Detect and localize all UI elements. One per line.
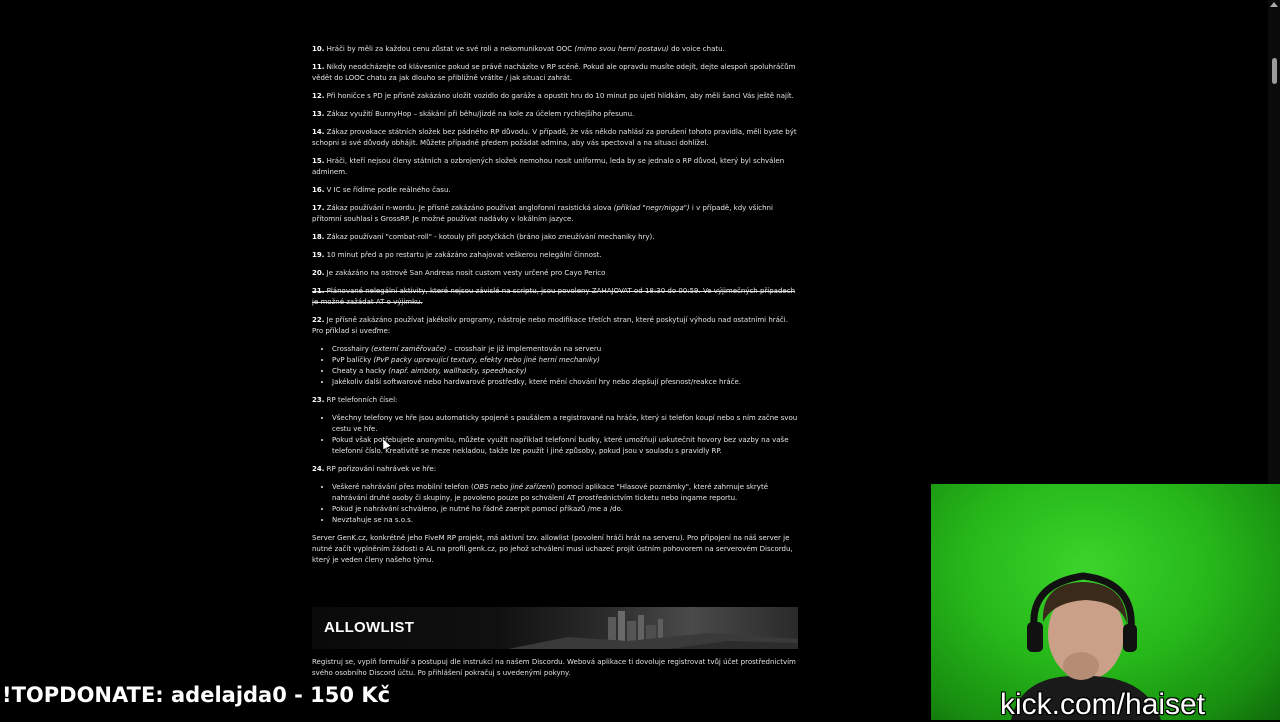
rule-number: 11.: [312, 63, 325, 71]
text-span: 10 minut před a po restartu je zakázáno zahajovat veškerou nelegální činnost.: [326, 251, 602, 259]
rule-item: [312, 127, 800, 149]
rule-number: 13.: [312, 110, 325, 118]
text-span: Hráči by měli za každou cenu zůstat ve své roli a nekomunikovat OOC: [326, 45, 575, 53]
rule-number: 23.: [312, 396, 325, 404]
allowlist-text: Registruj se, vyplň formulář a postupuj dle instrukcí na našem Discordu. Webová aplikace ti dovoluje registrovat tvůj účet prostřednictvím svého osobního Discord účtu. Po přihlášení pokračuj s uvedenými pokyny.: [312, 658, 796, 677]
text-span: Při honičce s PD je přísně zakázáno uložit vozidlo do garáže a opustit hru do 10 minut po ujetí hlídkám, aby měli šanci Vás ještě najít.: [326, 92, 794, 100]
bullet-list: [312, 413, 800, 457]
rule-item: [312, 156, 800, 178]
rule-item: [312, 62, 800, 84]
emphasis-text: (příklad "negr/nigga"): [613, 204, 690, 212]
scroll-up-icon[interactable]: [1270, 2, 1278, 7]
rule-item: [312, 109, 800, 120]
text-span: Cheaty a hacky: [332, 367, 389, 375]
text-span: do voice chatu.: [668, 45, 725, 53]
top-donate-overlay: !TOPDONATE: adelajda0 - 150 Kč: [2, 683, 391, 707]
text-span: V IC se řídíme podle reálného času.: [326, 186, 451, 194]
text-span: i v případě, kdy všichni přítomní souhlasí s GrossRP. Je možné používat nadávky v lokálním jazyce.: [312, 204, 773, 223]
rule-number: 10.: [312, 45, 325, 53]
rule-number: 14.: [312, 128, 325, 136]
text-span: PvP balíčky: [332, 356, 374, 364]
text-span: Je zakázáno na ostrově San Andreas nosit custom vesty určené pro Cayo Perico: [326, 269, 606, 277]
rule-item: [312, 185, 800, 196]
rule-number: 18.: [312, 233, 325, 241]
rule-item: [312, 268, 800, 279]
rule-number: 21.: [312, 287, 325, 295]
text-span: Nevztahuje se na s.o.s.: [332, 516, 414, 524]
bullet-list: [312, 344, 800, 388]
text-span: Plánované nelegální aktivity, které nejsou závislé na scriptu, jsou povoleny ZAHAJOVAT od 18:30 do 00:59. Ve výjimečných případech je možné zažádat AT o výjimku.: [312, 287, 796, 306]
text-span: Zákaz provokace státních složek bez pádného RP důvodu. V případě, že vás někdo nahlásí za porušení tohoto pravidla, měli byste být schopni si své důvody obhájit. Můžete případně předem požádat admina, aby vás spectoval a na situaci dohlížel.: [312, 128, 797, 147]
text-span: Zákaz používání n-wordu. Je přísně zakázáno používat anglofonní rasistická slova: [326, 204, 614, 212]
rule-item: [312, 91, 800, 102]
rule-number: 19.: [312, 251, 325, 259]
rule-heading: RP telefonních čísel:: [326, 396, 398, 404]
server-info-paragraph: Server GenK.cz, konkrétně jeho FiveM RP projekt, má aktivní tzv. allowlist (povolení hráči hrát na serveru). Pro připojení na náš server je nutné začít vyplněním žádosti o AL na profil.genk.cz, po jehož schválení musí uchazeč projít ústním pohovorem na serverovém Discordu, který je veden členy našeho týmu.: [312, 534, 793, 564]
rule-number: 12.: [312, 92, 325, 100]
webcam-overlay: [931, 484, 1280, 720]
text-span: Všechny telefony ve hře jsou automaticky spojené s paušálem a registrované na hráče, který si telefon koupí nebo s ním začne svou cestu ve hře.: [332, 414, 798, 433]
emphasis-text: (např. aimboty, wallhacky, speedhacky): [388, 367, 527, 375]
allowlist-banner: [312, 607, 798, 649]
rule-item: [312, 232, 800, 243]
rule-item: [312, 250, 800, 261]
rule-number: 17.: [312, 204, 325, 212]
rule-number: 16.: [312, 186, 325, 194]
list-item: [332, 355, 800, 366]
text-span: Pokud však potřebujete anonymitu, můžete využít například telefonní budky, které umožňují uskutečnit hovory bez vazby na vaše telefonní číslo. Kreativitě se meze nekladou, takže lze použít i jiné způsoby, pokud jsou v souladu s pravidly RP.: [332, 436, 789, 455]
list-item: [332, 435, 800, 457]
allowlist-heading: ALLOWLIST: [324, 619, 415, 636]
rule-item: [312, 464, 800, 475]
scroll-thumb[interactable]: [1272, 58, 1277, 84]
emphasis-text: (externí zaměřovače): [371, 345, 447, 353]
streamer-silhouette: [931, 484, 1280, 720]
text-span: – crosshair je již implementován na serveru: [446, 345, 602, 353]
rule-item: [312, 203, 800, 225]
text-span: ) pomocí aplikace "Hlasové poznámky", které zahrnuje skryté nahrávání druhé osoby či skupiny, je povoleno pouze po schválení AT prostřednictvím ticketu nebo ingame reportu.: [332, 483, 769, 502]
text-span: Je přísně zakázáno používat jakékoliv programy, nástroje nebo modifikace třetích stran, které poskytují výhodu nad ostatními hráči. Pro příklad si uveďme:: [312, 316, 788, 335]
rule-item: [312, 44, 800, 55]
list-item: [332, 344, 800, 355]
text-span: Zákaz využití BunnyHop – skákání při běhu/jízdě na kole za účelem rychlejšího přesunu.: [326, 110, 635, 118]
list-item: [332, 482, 800, 504]
text-span: Jakékoliv další softwarové nebo hardwarové prostředky, které mění chování hry nebo zlepšují přesnost/reakce hráče.: [332, 378, 742, 386]
rules-content: [312, 44, 800, 573]
emphasis-text: (mimo svou herní postavu): [574, 45, 669, 53]
bullet-list: [312, 482, 800, 526]
text-span: Veškeré nahrávání přes mobilní telefon (: [332, 483, 474, 491]
rule-number: 22.: [312, 316, 325, 324]
emphasis-text: (PvP packy upravující textury, efekty nebo jiné herní mechaniky): [373, 356, 600, 364]
list-item: [332, 413, 800, 435]
emphasis-text: OBS nebo jiné zařízení: [473, 483, 553, 491]
rule-item: [312, 286, 800, 308]
rule-number: 24.: [312, 465, 325, 473]
list-item: [332, 366, 800, 377]
kick-channel-overlay: kick.com/haiset: [1000, 688, 1206, 721]
text-span: Zákaz používaní "combat-roll" - kotouly při potyčkách (bráno jako zneužívání mechaniky hry).: [326, 233, 655, 241]
text-span: Nikdy neodcházejte od klávesnice pokud se právě nacházíte v RP scéně. Pokud ale opravdu musíte odejít, dejte alespoň spoluhráčům vědět do LOOC chatu za jak dlouho se přibližně vrátíte / jak situaci zahrát.: [312, 63, 796, 82]
rule-heading: RP pořizování nahrávek ve hře:: [326, 465, 437, 473]
city-skyline-image: [508, 607, 798, 649]
text-span: Hráči, kteří nejsou členy státních a ozbrojených složek nemohou nosit uniformu, leda by se jednalo o RP důvod, který byl schválen adminem.: [312, 157, 785, 176]
rule-item: [312, 395, 800, 406]
list-item: [332, 515, 800, 526]
list-item: [332, 504, 800, 515]
rule-number: 20.: [312, 269, 325, 277]
rule-item: [312, 315, 800, 337]
text-span: Crosshairy: [332, 345, 372, 353]
rule-number: 15.: [312, 157, 325, 165]
list-item: [332, 377, 800, 388]
text-span: Pokud je nahrávání schváleno, je nutné ho řádně zaerpit pomocí příkazů /me a /do.: [332, 505, 623, 513]
